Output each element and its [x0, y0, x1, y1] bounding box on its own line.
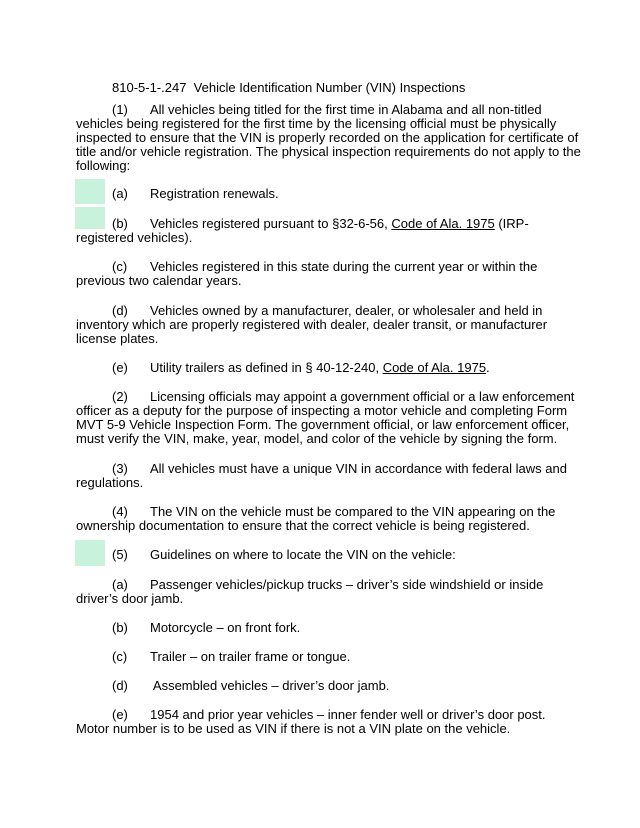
paragraph-line: inspected to ensure that the VIN is properly recorded on the application for certificate of	[76, 130, 579, 145]
paragraph-line: officer as a deputy for the purpose of inspecting a motor vehicle and completing Form	[76, 403, 568, 418]
item-number: (b)	[112, 620, 128, 635]
code-reference-link: Code of Ala. 1975	[391, 216, 495, 231]
paragraph-line: must verify the VIN, make, year, model, and color of the vehicle by signing the form.	[76, 431, 558, 446]
item-text: Passenger vehicles/pickup trucks – driver’s side windshield or inside	[150, 577, 544, 592]
item-text: license plates.	[76, 331, 159, 346]
paragraph-line: vehicles being registered for the first time by the licensing official must be physically	[76, 116, 557, 131]
item-text: Vehicles owned by a manufacturer, dealer, or wholesaler and held in	[150, 303, 543, 318]
item-text	[150, 216, 529, 231]
paragraph-number: (4)	[112, 504, 128, 519]
item-text: inventory which are properly registered with dealer, dealer transit, or manufacturer	[76, 317, 548, 332]
item-text: Vehicles registered in this state during the current year or within the	[150, 259, 538, 274]
item-text: registered vehicles).	[76, 230, 193, 245]
item-text: Motor number is to be used as VIN if there is not a VIN plate on the vehicle.	[76, 721, 511, 736]
paragraph-number: (5)	[112, 547, 128, 562]
item-number: (e)	[112, 707, 128, 722]
item-text-segment: Utility trailers as defined in § 40-12-240,	[150, 360, 383, 375]
item-number: (b)	[112, 216, 128, 231]
paragraph-line: ownership documentation to ensure that the correct vehicle is being registered.	[76, 518, 530, 533]
paragraph-line: Guidelines on where to locate the VIN on the vehicle:	[150, 547, 456, 562]
paragraph-number: (3)	[112, 461, 128, 476]
item-text: 1954 and prior year vehicles – inner fender well or driver’s door post.	[150, 707, 546, 722]
paragraph-line: regulations.	[76, 475, 144, 490]
item-text-segment: .	[486, 360, 490, 375]
item-number: (d)	[112, 303, 128, 318]
paragraph-line: title and/or vehicle registration. The physical inspection requirements do not apply to the	[76, 144, 581, 159]
highlight-marker	[75, 207, 105, 229]
item-number: (c)	[112, 259, 128, 274]
paragraph-line: All vehicles must have a unique VIN in accordance with federal laws and	[150, 461, 567, 476]
paragraph-line: Licensing officials may appoint a government official or a law enforcement	[150, 389, 575, 404]
paragraph-number: (2)	[112, 389, 128, 404]
item-text-segment: Vehicles registered pursuant to §32-6-56,	[150, 216, 392, 231]
paragraph-line: The VIN on the vehicle must be compared to the VIN appearing on the	[150, 504, 556, 519]
item-text: previous two calendar years.	[76, 273, 242, 288]
paragraph-line: MVT 5-9 Vehicle Inspection Form. The government official, or law enforcement officer,	[76, 417, 570, 432]
highlight-marker	[75, 179, 105, 204]
paragraph-line: All vehicles being titled for the first time in Alabama and all non-titled	[150, 102, 542, 117]
item-number: (d)	[112, 678, 128, 693]
item-text: Motorcycle – on front fork.	[150, 620, 301, 635]
paragraph-number: (1)	[112, 102, 128, 117]
paragraph-line: following:	[76, 158, 131, 173]
item-number: (a)	[112, 577, 128, 592]
item-number: (c)	[112, 649, 128, 664]
item-text: Registration renewals.	[150, 186, 279, 201]
item-number: (a)	[112, 186, 128, 201]
item-text: Trailer – on trailer frame or tongue.	[150, 649, 351, 664]
item-text-segment: (IRP-	[494, 216, 529, 231]
section-title: 810-5-1-.247 Vehicle Identification Number (VIN) Inspections	[112, 80, 466, 95]
code-reference-link: Code of Ala. 1975	[382, 360, 487, 375]
item-number: (e)	[112, 360, 128, 375]
item-text: Assembled vehicles – driver’s door jamb.	[150, 678, 390, 693]
highlight-marker	[75, 540, 105, 566]
item-text: driver’s door jamb.	[76, 591, 184, 606]
item-text	[150, 360, 490, 375]
